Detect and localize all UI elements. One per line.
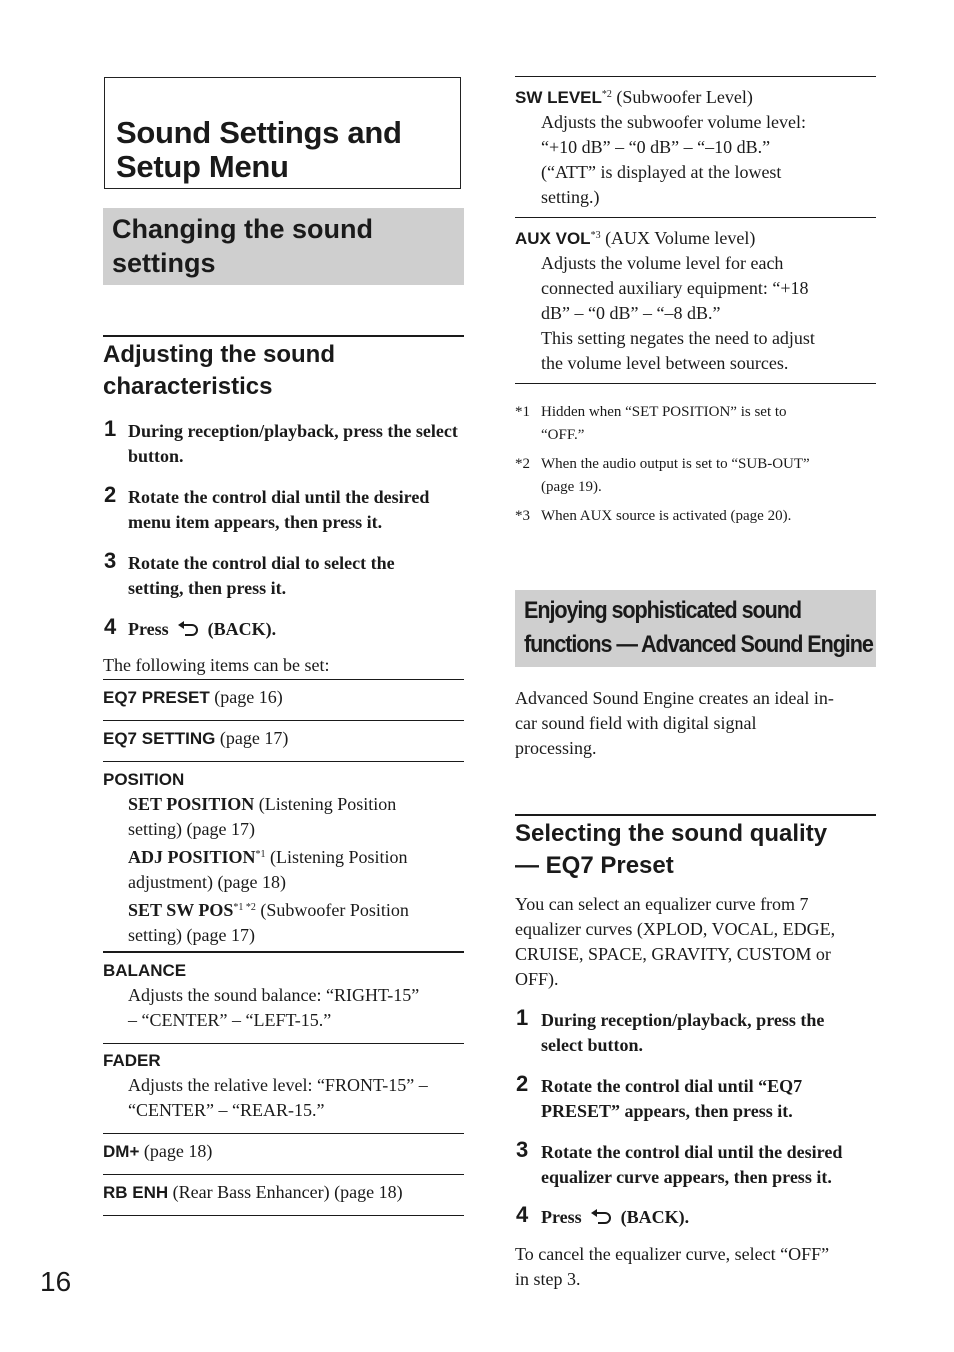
footnote-text: “OFF.” [541,427,585,443]
item-text: (Rear Bass Enhancer) (page 18) [172,1182,403,1202]
item-text: – “CENTER” – “LEFT-15.” [128,1010,332,1030]
footnote-text: (page 19). [541,479,602,495]
following-text: The following items can be set: [103,655,330,675]
item-text: “CENTER” – “REAR-15.” [128,1100,325,1120]
sub-heading: Adjusting the sound characteristics [103,341,335,400]
step-text [541,1008,876,1058]
item-text: Adjusts the subwoofer volume level: [541,112,806,132]
step-text [128,617,448,642]
step-number: 3 [104,548,117,573]
item-rb-enh [103,1180,458,1205]
eq-heading [515,818,875,882]
eq-text: You can select an equalizer curve from 7 [515,894,809,914]
item-text: (page 18) [143,1141,213,1161]
sub-item-text: setting) (page 17) [128,819,255,839]
cancel-line: in step 3. [515,1269,581,1289]
eq-text: OFF). [515,969,559,989]
divider [515,217,876,218]
item-text: Adjusts the volume level for each [541,253,784,273]
step-line: Rotate the control dial until the desired [541,1142,843,1162]
step-line: During reception/playback, press the [541,1010,825,1030]
item-label: FADER [103,1051,161,1070]
step-number: 3 [516,1137,529,1162]
divider [103,679,464,680]
step-number: 2 [516,1071,529,1096]
step-text [541,1205,861,1230]
step-text-back: (BACK). [207,619,277,639]
item-text: “+10 dB” – “0 dB” – “–10 dB.” [541,137,771,157]
item-sw-level [515,82,873,210]
step-text-press: Press [541,1207,582,1227]
footnote-mark: *3 [590,230,601,241]
sub-item-text: (Listening Position [270,847,408,867]
item-label: DM+ [103,1142,140,1161]
item-label: SW LEVEL [515,88,602,107]
step-text-press: Press [128,619,169,639]
item-text: (page 16) [214,687,283,707]
footnote-text: When the audio output is set to “SUB-OUT” [541,456,810,472]
item-text: connected auxiliary equipment: “+18 [541,278,809,298]
footnote-text: When AUX source is activated (page 20). [541,508,792,524]
footnote-mark: *1 [255,849,266,860]
eq-heading-line: Selecting the sound quality [515,820,828,847]
footnote-mark: *2 [515,456,530,472]
step-number: 4 [104,614,117,639]
title-box [104,77,461,189]
cancel-line: To cancel the equalizer curve, select “OFF” [515,1244,830,1264]
ase-text: car sound field with digital signal [515,713,757,733]
section-heading-band [103,208,464,285]
divider [103,720,464,721]
item-label: RB ENH [103,1183,169,1202]
item-text: the volume level between sources. [541,353,789,373]
ase-text: Advanced Sound Engine creates an ideal in- [515,688,834,708]
sub-item-label: ADJ POSITION [128,847,256,867]
step-number: 1 [516,1005,529,1030]
ase-heading-line: Enjoying sophisticated sound [524,597,801,624]
sub-item-text: setting) (page 17) [128,925,255,945]
footnote [515,505,873,528]
step-text-back: (BACK). [620,1207,690,1227]
page-number: 16 [40,1266,72,1297]
sub-item-text: (Listening Position [258,794,397,814]
footnote-mark: *1 [515,404,530,420]
footnote [515,401,873,447]
divider [103,1133,464,1134]
cancel-text [515,1242,877,1292]
item-eq7-preset [103,685,458,710]
item-label: BALANCE [103,961,187,980]
ase-heading-band [515,590,876,667]
step-number: 1 [104,416,117,441]
ase-description [515,686,877,761]
ase-heading [524,594,873,662]
item-balance [103,958,461,1033]
step-line: Rotate the control dial until “EQ7 [541,1076,803,1096]
item-position [103,767,458,948]
section-heading: Changing the sound settings [112,214,373,278]
item-fader [103,1048,461,1123]
step-number: 4 [516,1202,529,1227]
eq-text: CRUISE, SPACE, GRAVITY, CUSTOM or [515,944,831,964]
divider [103,1043,464,1044]
step-text [541,1140,881,1190]
item-dm-plus [103,1139,458,1164]
sub-item-label: SET SW POS [128,900,234,920]
item-text: (Subwoofer Level) [616,87,753,107]
back-icon [177,621,199,637]
eq-description [515,892,877,992]
item-label: AUX VOL [515,229,591,248]
divider [103,951,464,953]
divider [103,761,464,762]
eq-heading-line: — EQ7 Preset [515,852,674,879]
divider [103,335,464,337]
step-text [541,1074,876,1124]
item-text: This setting negates the need to adjust [541,328,815,348]
item-text: (“ATT” is displayed at the lowest [541,162,782,182]
step-line: equalizer curve appears, then press it. [541,1167,832,1187]
footnote [515,453,873,499]
step-number: 2 [104,482,117,507]
item-label: EQ7 SETTING [103,729,216,748]
divider [515,814,876,816]
divider [103,1174,464,1175]
footnote-text: Hidden when “SET POSITION” is set to [541,404,787,420]
page-title: Sound Settings and Setup Menu [116,115,402,184]
sub-item-text: adjustment) (page 18) [128,872,286,892]
step-text: During reception/playback, press the select button. [128,421,458,466]
item-text: (AUX Volume level) [605,228,756,248]
item-text: (page 17) [219,728,289,748]
item-text: Adjusts the relative level: “FRONT-15” – [128,1075,428,1095]
sub-item-text: (Subwoofer Position [260,900,409,920]
item-text: dB” – “0 dB” – “–8 dB.” [541,303,721,323]
step-text: Rotate the control dial to select the setting, then press it. [128,553,395,598]
step-line: select button. [541,1035,643,1055]
divider [103,1215,464,1216]
item-text: Adjusts the sound balance: “RIGHT-15” [128,985,420,1005]
step-line: PRESET” appears, then press it. [541,1101,793,1121]
back-icon [590,1209,612,1225]
item-aux-vol [515,223,873,376]
item-text: setting.) [541,187,600,207]
footnote-mark: *2 [601,89,612,100]
divider [515,76,876,77]
item-label: EQ7 PRESET [103,688,210,707]
footnote-mark: *3 [515,508,530,524]
footnote-mark: *1 *2 [233,902,256,913]
item-eq7-setting [103,726,458,751]
step-text: Rotate the control dial until the desired menu item appears, then press it. [128,487,430,532]
sub-item-label: SET POSITION [128,794,255,814]
item-label: POSITION [103,770,185,789]
eq-text: equalizer curves (XPLOD, VOCAL, EDGE, [515,919,836,939]
divider [515,383,876,384]
ase-heading-line: functions — Advanced Sound Engine [524,631,873,658]
ase-text: processing. [515,738,597,758]
